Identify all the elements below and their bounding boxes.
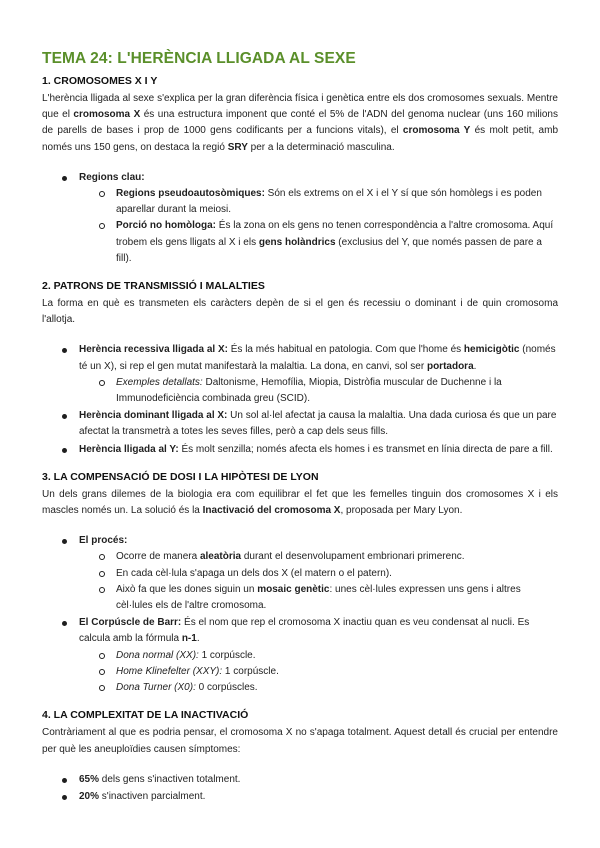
text: dels gens s'inactiven totalment. — [99, 773, 241, 785]
text: És el nom que rep el cromosoma X inactiu quan es veu condensat al nucli. Es calcula amb la fórmula — [79, 617, 530, 645]
sub-list-item — [42, 566, 558, 582]
text: . — [196, 633, 200, 645]
list-item — [42, 170, 558, 267]
bold-term: Regions pseudoautosòmiques: — [116, 188, 265, 200]
bold-term: gens holàndrics — [258, 236, 336, 248]
bold-term: n-1 — [181, 633, 197, 645]
sub-list — [79, 549, 558, 614]
paragraph — [42, 487, 558, 519]
sub-list — [79, 375, 558, 407]
bold-term: 20% — [79, 790, 100, 802]
bullet-icon — [62, 778, 67, 783]
text: Un dels grans dilemes de la biologia era com equilibrar el fet que les femelles tinguin dos cromosomes X i els mascles només un. La solució és la — [42, 488, 558, 517]
text: és molt petit, amb només uns 150 gens, on destaca la regió — [42, 125, 559, 153]
text: : unes cèl·lules expressen uns gens i altres cèl·lules els de l'altre cromosoma. — [116, 583, 521, 612]
circle-bullet-icon — [99, 587, 105, 593]
section-heading: 1. CROMOSOMES X I Y — [42, 75, 158, 87]
text: Ocorre de manera — [116, 551, 200, 563]
list-item — [42, 533, 558, 614]
text: Daltonisme, Hemofília, Miopia, Distròfia muscular de Duchenne i la Immunodeficiència combinada greu (SCID). — [116, 376, 502, 405]
section-patrons — [42, 280, 558, 458]
circle-bullet-icon — [99, 554, 105, 560]
bold-term: cromosoma X — [73, 109, 141, 121]
text: En cada cèl·lula s'apaga un dels dos X (el matern o el patern). — [116, 567, 392, 579]
text: , proposada per Mary Lyon. — [340, 505, 463, 517]
circle-bullet-icon — [99, 191, 105, 197]
section-heading: 3. LA COMPENSACIÓ DE DOSI I LA HIPÒTESI DE LYON — [42, 470, 319, 483]
text: És la zona on els gens no tenen correspondència a l'altre cromosoma. Aquí trobem els gens lligats al X i els — [116, 220, 554, 248]
paragraph: Contràriament al que es podria pensar, el cromosoma X no s'apaga totalment. Aquest detall és crucial per entendre per què les aneuploïdies causen símptomes: — [42, 727, 558, 755]
text: per a la determinació masculina. — [247, 141, 395, 153]
bullet-icon — [62, 176, 67, 181]
bullet-list — [42, 772, 558, 805]
bold-term: El procés: — [79, 535, 128, 547]
list-item — [42, 772, 558, 788]
circle-bullet-icon — [99, 669, 105, 675]
text: . — [473, 360, 477, 372]
bold-term: cromosoma Y — [402, 125, 471, 137]
text: 1 corpúscle. — [198, 649, 256, 661]
circle-bullet-icon — [99, 223, 105, 229]
text: 1 corpúscle. — [222, 665, 279, 677]
bold-term: portadora — [426, 360, 474, 372]
bold-term: Herència dominant lligada al X: — [79, 410, 228, 422]
sub-list-item — [42, 375, 558, 407]
bold-term: aleatòria — [199, 551, 242, 563]
section-heading: 2. PATRONS DE TRANSMISSIÓ I MALALTIES — [42, 280, 265, 293]
sub-list-item — [42, 186, 558, 218]
section-complexitat — [42, 709, 558, 805]
circle-bullet-icon — [99, 685, 105, 691]
bold-term: 65% — [79, 773, 100, 785]
list-item — [42, 789, 558, 805]
circle-bullet-icon — [99, 380, 105, 386]
bullet-list — [42, 170, 558, 267]
bold-term: Porció no homòloga: — [116, 220, 216, 232]
bullet-icon — [62, 621, 67, 626]
text: s'inactiven parcialment. — [99, 790, 206, 802]
bullet-icon — [62, 539, 67, 544]
sub-list — [79, 648, 558, 697]
sub-list-item — [42, 680, 558, 696]
bullet-icon — [62, 448, 67, 453]
bold-term: SRY — [227, 141, 248, 153]
bullet-icon — [62, 348, 67, 353]
text: (exclusius del Y, que només passen de pare a fill). — [116, 236, 542, 264]
page-title: TEMA 24: L'HERÈNCIA LLIGADA AL SEXE — [42, 50, 356, 67]
circle-bullet-icon — [99, 653, 105, 659]
section-compensacio — [42, 471, 558, 696]
italic-term: Dona Turner (X0): — [116, 682, 196, 694]
paragraph: La forma en què es transmeten els caràcters depèn de si el gen és recessiu o dominant i de quin cromosoma l'allotja. — [42, 298, 558, 326]
sub-list — [79, 186, 558, 267]
bullet-icon — [62, 795, 67, 800]
text: És molt senzilla; només afecta els homes i es transmet en línia directa de pare a fill. — [178, 443, 553, 455]
bullet-list — [42, 533, 558, 696]
paragraph — [42, 91, 558, 156]
text: 0 corpúscles. — [195, 682, 258, 694]
bold-term: Herència lligada al Y: — [79, 443, 179, 455]
sub-list-item — [42, 648, 558, 664]
text: és una estructura imponent que conté el 5% de l'ADN del genoma nuclear (uns 160 milions de parells de bases i prop de 1000 gens codificants per a funcions vitals), el — [42, 109, 558, 137]
sub-list-item — [42, 549, 558, 565]
list-item — [42, 342, 558, 407]
list-item — [42, 408, 558, 440]
bullet-icon — [62, 414, 67, 419]
text: durant el desenvolupament embrionari primerenc. — [241, 551, 465, 563]
italic-term: Dona normal (XX): — [116, 649, 199, 661]
italic-term: Exemples detallats: — [116, 376, 203, 388]
bullet-list — [42, 342, 558, 457]
italic-term: Home Klinefelter (XXY): — [116, 665, 223, 677]
section-cromosomes — [42, 75, 558, 267]
text: És la més habitual en patologia. Com que l'home és — [227, 344, 464, 356]
section-heading: 4. LA COMPLEXITAT DE LA INACTIVACIÓ — [42, 709, 249, 722]
text: Són els extrems on el X i el Y sí que són homòlegs i es poden aparellar durant la meiosi. — [116, 188, 542, 216]
text: Un sol al·lel afectat ja causa la malaltia. Una dada curiosa és que un pare afectat la transmetrà a totes les seves filles, però a cap dels seus fills. — [79, 410, 557, 438]
sub-list-item — [42, 582, 558, 614]
text: (només té un X), si rep el gen mutat manifestarà la malaltia. La dona, en canvi, sol ser — [79, 344, 556, 372]
bold-term: hemicigòtic — [463, 344, 520, 356]
text: Això fa que les dones siguin un — [116, 583, 258, 595]
list-item — [42, 442, 558, 458]
sub-list-item — [42, 218, 558, 267]
text: Mentre que el — [42, 93, 558, 121]
text: L'herència lligada al sexe s'explica per la gran diferència física i genètica entre els dos cromosomes sexuals. — [42, 93, 525, 104]
bold-term: Inactivació del cromosoma X — [202, 505, 341, 517]
sub-list-item — [42, 664, 558, 680]
circle-bullet-icon — [99, 571, 105, 577]
list-item — [42, 615, 558, 696]
bold-term: Herència recessiva lligada al X: — [79, 344, 228, 356]
bold-term: Regions clau: — [79, 171, 145, 183]
bold-term: El Corpúscle de Barr: — [79, 617, 182, 629]
bold-term: mosaic genètic — [257, 583, 330, 595]
